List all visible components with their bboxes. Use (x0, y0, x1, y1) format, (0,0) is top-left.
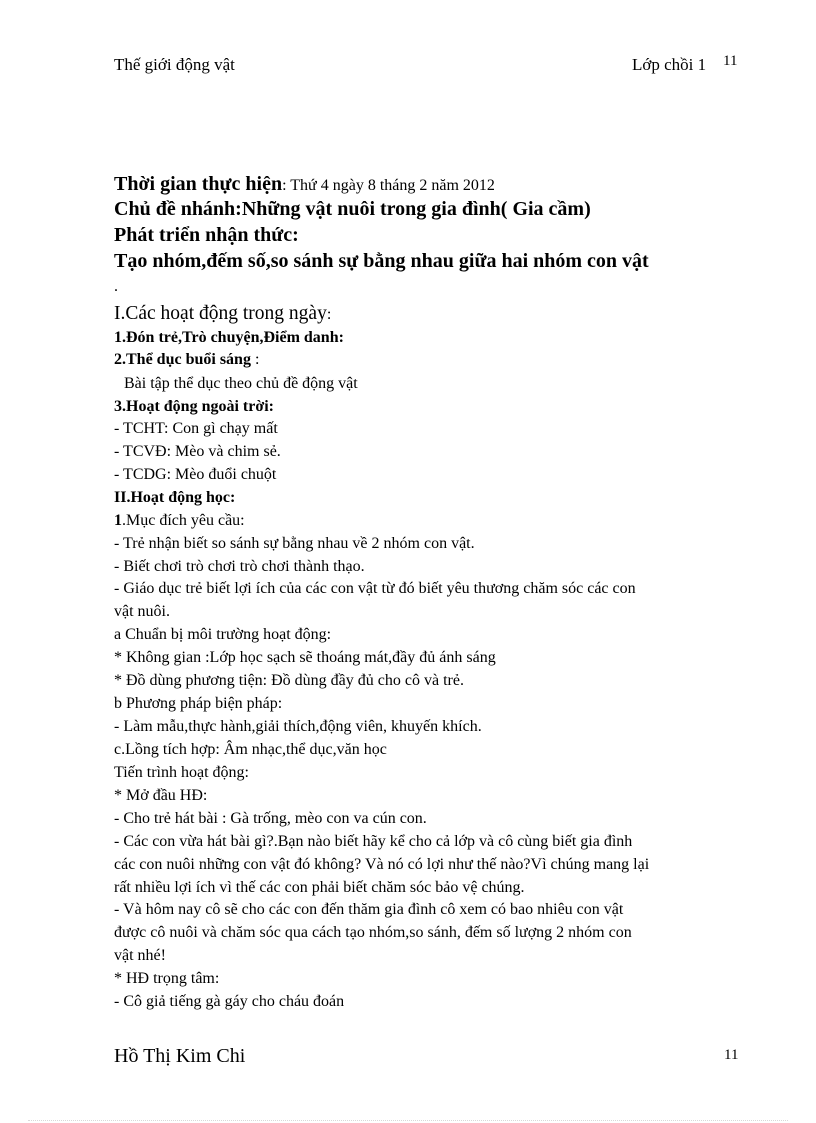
topic-line: Chủ đề nhánh:Những vật nuôi trong gia đình( Gia cầm) (114, 198, 591, 220)
item-1-2-title: 2.Thể dục buổi sáng (114, 351, 251, 368)
method-list: - Làm mẫu,thực hành,giải thích,động viên, khuyến khích. (114, 718, 482, 735)
item-2-1 (114, 512, 245, 530)
goal-3-cont: vật nuôi. (114, 603, 170, 620)
item-2-1-number: 1 (114, 512, 122, 529)
prep-space: * Không gian :Lớp học sạch sẽ thoáng mát,đầy đủ ánh sáng (114, 649, 496, 666)
section-1-heading (114, 303, 331, 325)
intro-heading: * Mở đầu HĐ: (114, 787, 208, 804)
item-1-3: 3.Hoạt động ngoài trời: (114, 398, 274, 415)
section-2-heading: II.Hoạt động học: (114, 489, 236, 506)
header-title: Thế giới động vật (114, 55, 235, 74)
lesson-title: Tạo nhóm,đếm số,so sánh sự bằng nhau giữa hai nhóm con vật (114, 250, 649, 272)
intro-step-2-cont-2: rất nhiều lợi ích vì thế các con phải biết chăm sóc bảo vệ chúng. (114, 879, 525, 896)
item-1-2-text: Bài tập thể dục theo chủ đề động vật (124, 375, 358, 392)
goal-2: - Biết chơi trò chơi trò chơi thành thạo. (114, 558, 365, 575)
item-1-3-c: - TCDG: Mèo đuổi chuột (114, 466, 277, 483)
item-1-3-a: - TCHT: Con gì chạy mất (114, 420, 278, 437)
page-bottom-rule (28, 1120, 788, 1121)
focus-heading: * HĐ trọng tâm: (114, 970, 220, 987)
item-1-2-colon: : (250, 351, 260, 368)
integration-line: c.Lồng tích hợp: Âm nhạc,thể dục,văn học (114, 741, 387, 758)
intro-step-3-cont-2: vật nhé! (114, 947, 166, 964)
section-1-colon: : (326, 306, 332, 323)
item-1-1: 1.Đón trẻ,Trò chuyện,Điểm danh: (114, 329, 344, 346)
goal-1: - Trẻ nhận biết so sánh sự bằng nhau về 2 nhóm con vật. (114, 535, 475, 552)
section-1-title: I.Các hoạt động trong ngày (114, 303, 327, 324)
process-heading: Tiến trình hoạt động: (114, 764, 249, 781)
header-class: Lớp chồi 1 (632, 55, 707, 74)
intro-step-3: - Và hôm nay cô sẽ cho các con đến thăm gia đình cô xem có bao nhiêu con vật (114, 901, 624, 918)
time-label: Thời gian thực hiện (114, 173, 283, 195)
prep-heading: a Chuẩn bị môi trường hoạt động: (114, 626, 332, 643)
intro-step-2: - Các con vừa hát bài gì?.Bạn nào biết hãy kể cho cả lớp và cô cùng biết gia đình (114, 833, 633, 850)
item-2-1-text: .Mục đích yêu cầu: (122, 512, 245, 529)
prep-materials: * Đồ dùng phương tiện: Đồ dùng đầy đủ cho cô và trẻ. (114, 672, 464, 689)
intro-step-3-cont: được cô nuôi và chăm sóc qua cách tạo nhóm,so sánh, đếm số lượng 2 nhóm con (114, 924, 632, 941)
header-page-number: 11 (723, 53, 738, 69)
intro-step-2-cont: các con nuôi những con vật đó không? Và nó có lợi như thế nào?Vì chúng mang lại (114, 856, 650, 873)
goal-3: - Giáo dục trẻ biết lợi ích của các con vật từ đó biết yêu thương chăm sóc các con (114, 580, 636, 597)
time-line (114, 173, 495, 196)
footer-author: Hồ Thị Kim Chi (114, 1045, 246, 1067)
time-value: : Thứ 4 ngày 8 tháng 2 năm 2012 (282, 177, 495, 194)
domain-line: Phát triển nhận thức: (114, 224, 299, 246)
item-1-2 (114, 351, 259, 369)
item-1-3-b: - TCVĐ: Mèo và chim sẻ. (114, 443, 281, 460)
method-heading: b Phương pháp biện pháp: (114, 695, 283, 712)
focus-step-1: - Cô giả tiếng gà gáy cho cháu đoán (114, 993, 345, 1010)
dot-marker: . (114, 278, 118, 295)
intro-step-1: - Cho trẻ hát bài : Gà trống, mèo con va cún con. (114, 810, 427, 827)
footer-page-number: 11 (724, 1047, 739, 1063)
